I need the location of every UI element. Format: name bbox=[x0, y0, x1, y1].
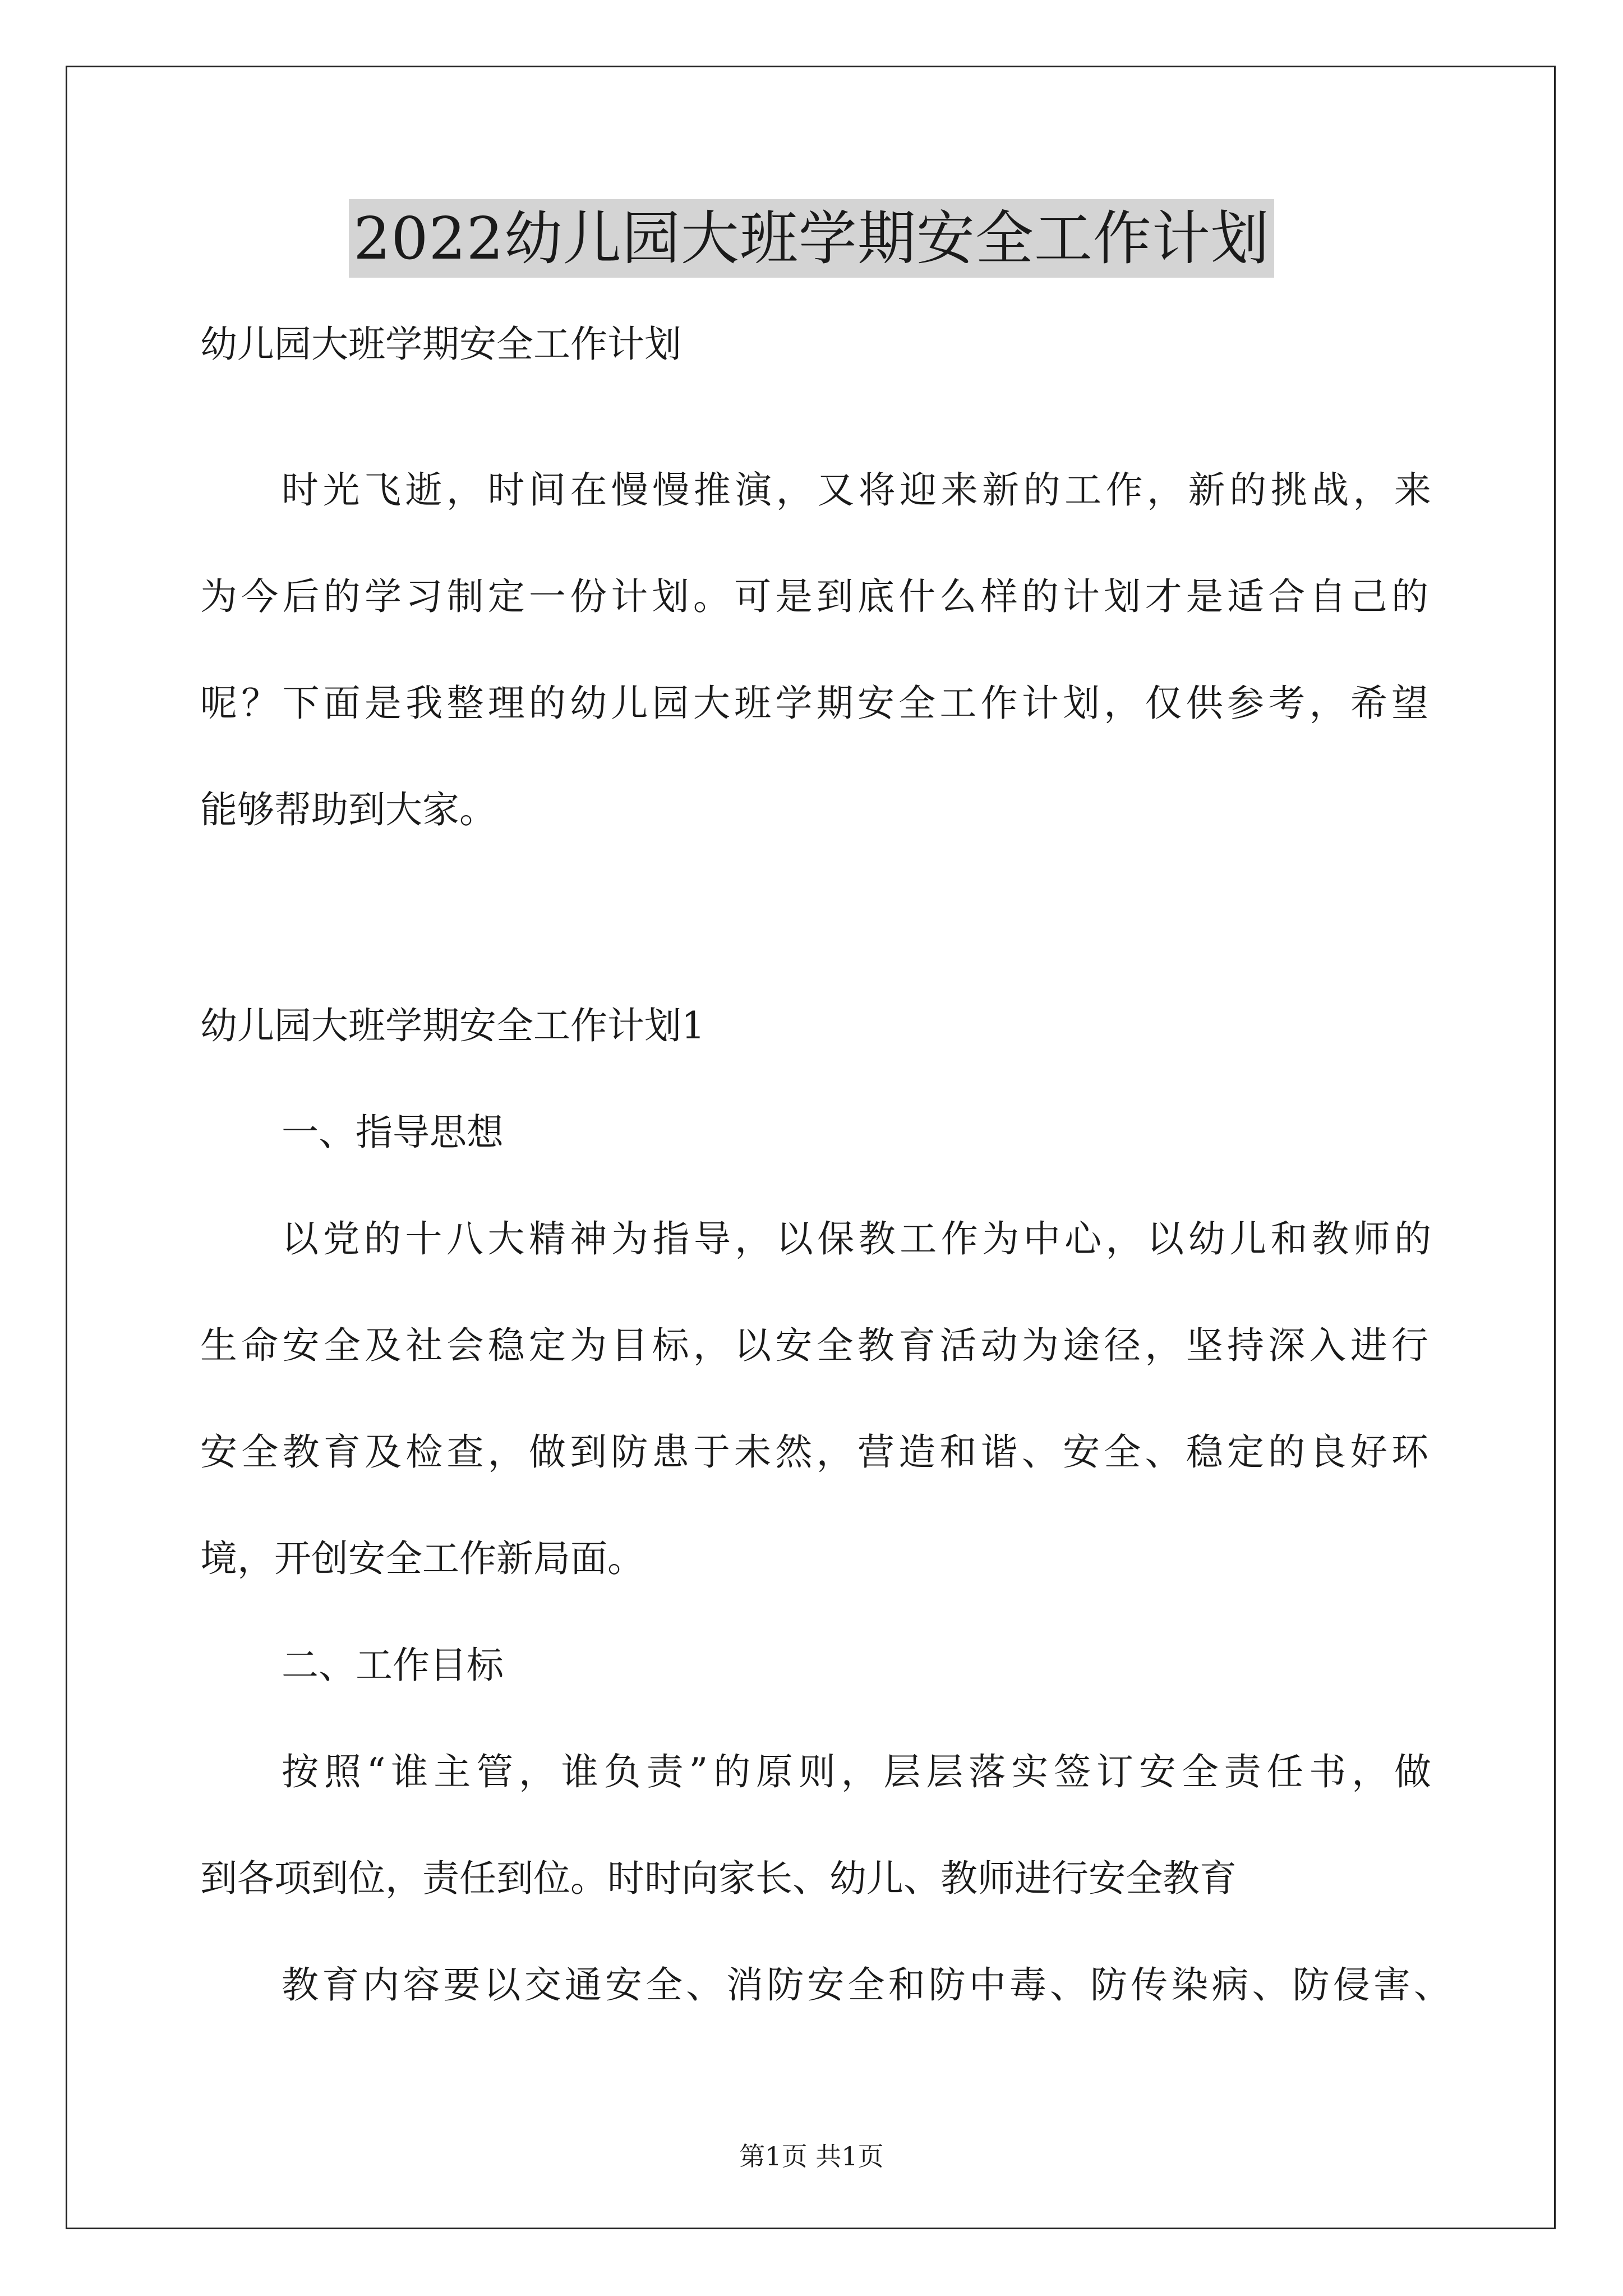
paragraph-line: 生命安全及社会稳定为目标，以安全教育活动为途径，坚持深入进行 bbox=[200, 1324, 1428, 1367]
paragraph-line: 教育内容要以交通安全、消防安全和防中毒、防传染病、防侵害、 bbox=[282, 1963, 1451, 2007]
paragraph-line: 按照“谁主管，谁负责”的原则，层层落实签订安全责任书，做 bbox=[282, 1750, 1431, 1793]
section-subheading: 二、工作目标 bbox=[282, 1644, 504, 1687]
paragraph-line: 呢？下面是我整理的幼儿园大班学期安全工作计划，仅供参考，希望 bbox=[200, 682, 1428, 725]
paragraph-line: 境，开创安全工作新局面。 bbox=[200, 1537, 644, 1580]
paragraph-line: 为今后的学习制定一份计划。可是到底什么样的计划才是适合自己的 bbox=[200, 575, 1428, 618]
document-title: 2022幼儿园大班学期安全工作计划 bbox=[349, 199, 1274, 278]
paragraph-line: 到各项到位，责任到位。时时向家长、幼儿、教师进行安全教育 bbox=[200, 1857, 1237, 1900]
paragraph-line: 能够帮助到大家。 bbox=[200, 788, 496, 831]
paragraph-line: 安全教育及检查，做到防患于未然，营造和谐、安全、稳定的良好环 bbox=[200, 1430, 1428, 1474]
section-heading: 幼儿园大班学期安全工作计划1 bbox=[200, 1004, 705, 1047]
section-subheading: 一、指导思想 bbox=[282, 1111, 504, 1154]
title-container bbox=[0, 199, 1623, 278]
subtitle-line: 幼儿园大班学期安全工作计划 bbox=[200, 323, 681, 366]
paragraph-line: 以党的十八大精神为指导，以保教工作为中心，以幼儿和教师的 bbox=[282, 1217, 1431, 1260]
paragraph-line: 时光飞逝，时间在慢慢推演，又将迎来新的工作，新的挑战，来 bbox=[282, 468, 1431, 512]
page-footer: 第1页 共1页 bbox=[739, 2141, 884, 2171]
